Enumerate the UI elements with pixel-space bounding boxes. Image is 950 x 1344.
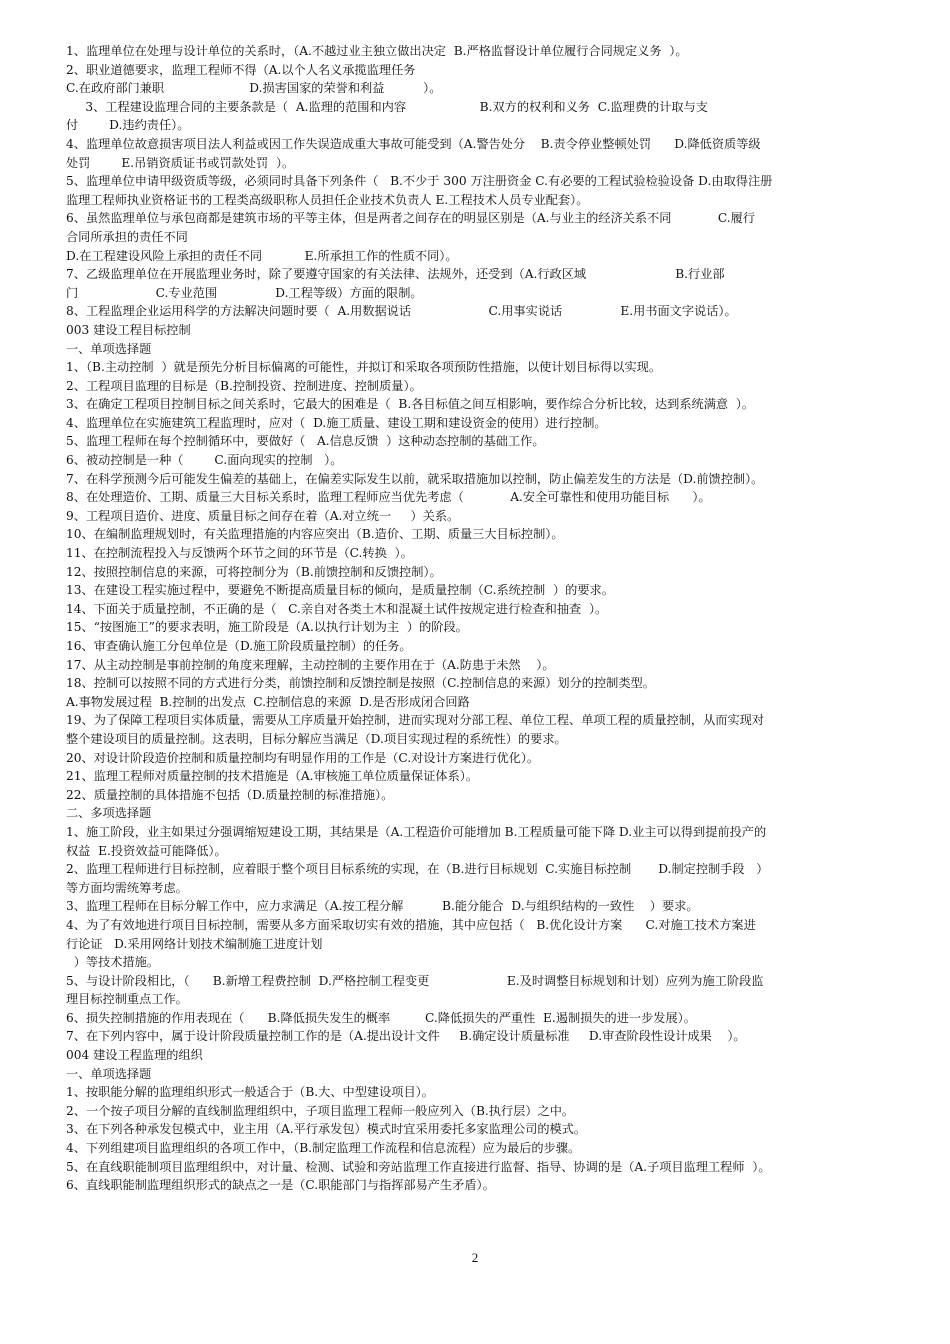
text-line: 4、监理单位故意损害项目法人利益或因工作失误造成重大事故可能受到（A.警告处分 B.责令停业整顿处罚 D.降低资质等级 <box>66 136 761 151</box>
text-line: 3、在确定工程项目控制目标之间关系时，它最大的困难是（ B.各目标值之间互相影响，要作综合分析比较，达到系统满意 ）。 <box>66 397 755 412</box>
text-line: 2、监理工程师进行目标控制，应着眼于整个项目目标系统的实现，在（B.进行目标规划 C.实施目标控制 D.制定控制手段 ） <box>66 862 769 877</box>
text-line: 13、在建设工程实施过程中，要避免不断提高质量目标的倾向，是质量控制（C.系统控制 ）的要求。 <box>66 583 614 598</box>
text-line: 3、监理工程师在目标分解工作中，应力求满足（A.按工程分解 B.能分能合 D.与组织结构的一致性 ）要求。 <box>66 899 699 914</box>
text-line: ）等技术措施。 <box>66 955 160 970</box>
text-line: 7、在下列内容中，属于设计阶段质量控制工作的是（A.提出设计文件 B.确定设计质量标准 D.审查阶段性设计成果 ）。 <box>66 1029 746 1044</box>
text-line: 付 D.违约责任）。 <box>66 118 190 133</box>
text-line: 22、质量控制的具体措施不包括（D.质量控制的标准措施）。 <box>66 787 394 802</box>
text-line: 9、工程项目造价、进度、质量目标之间存在着（A.对立统一 ）关系。 <box>66 508 460 523</box>
text-line: 19、为了保障工程项目实体质量，需要从工序质量开始控制，进而实现对分部工程、单位工程、单项工程的质量控制，从而实现对 <box>66 713 765 728</box>
text-line: 处罚 E.吊销资质证书或罚款处罚 ）。 <box>66 155 295 170</box>
text-line: 5、监理单位申请甲级资质等级，必须同时具备下列条件（ B.不少于 300 万注册资金 C.有必要的工程试验检验设备 D.由取得注册 <box>66 174 773 189</box>
page-number: 2 <box>471 1250 479 1265</box>
text-line: 5、监理工程师在每个控制循环中，要做好（ A.信息反馈 ）这种动态控制的基础工作。 <box>66 434 545 449</box>
text-line: 1、施工阶段，业主如果过分强调缩短建设工期，其结果是（A.工程造价可能增加 B.工程质量可能下降 D.业主可以得到提前投产的 <box>66 824 767 839</box>
text-line: 6、虽然监理单位与承包商都是建筑市场的平等主体，但是两者之间存在的明显区别是（A.与业主的经济关系不同 C.履行 <box>66 211 756 226</box>
text-line: 2、一个按子项目分解的直线制监理组织中，子项目监理工程师一般应列入（B.执行层）之中。 <box>66 1103 575 1118</box>
text-line: 理目标控制重点工作。 <box>66 992 188 1007</box>
text-line: 14、下面关于质量控制，不正确的是（ C.亲自对各类土木和混凝土试件按规定进行检查和抽查 ）。 <box>66 601 608 616</box>
text-line: 003 建设工程目标控制 <box>66 322 191 337</box>
text-line: 4、监理单位在实施建筑工程监理时，应对（ D.施工质量、建设工期和建设资金的使用）进行控制。 <box>66 415 607 430</box>
text-line: 3、工程建设监理合同的主要条款是（ A.监理的范围和内容 B.双方的权利和义务 C.监理费的计取与支 <box>66 99 708 114</box>
text-line: 整个建设项目的质量控制。这表明，目标分解应当满足（D.项目实现过程的系统性）的要求。 <box>66 731 567 746</box>
text-line: 门 C.专业范围 D.工程等级）方面的限制。 <box>66 285 423 300</box>
text-line: 合同所承担的责任不同 <box>66 229 188 244</box>
text-line: 12、按照控制信息的来源，可将控制分为（B.前馈控制和反馈控制）。 <box>66 564 442 579</box>
text-line: 18、控制可以按照不同的方式进行分类，前馈控制和反馈控制是按照（C.控制信息的来源）划分的控制类型。 <box>66 676 655 691</box>
text-line: 8、在处理造价、工期、质量三大目标关系时，监理工程师应当优先考虑（ A.安全可靠性和使用功能目标 ）。 <box>66 490 711 505</box>
text-line: 4、为了有效地进行项目目标控制，需要从多方面采取切实有效的措施，其中应包括（ B.优化设计方案 C.对施工技术方案进 <box>66 917 756 932</box>
document-body <box>66 42 892 1195</box>
text-line: 5、与设计阶段相比，（ B.新增工程费控制 D.严格控制工程变更 E.及时调整目标规划和计划）应列为施工阶段监 <box>66 973 764 988</box>
text-line: 2、工程项目监理的目标是（B.控制投资、控制进度、控制质量）。 <box>66 378 422 393</box>
text-line: 5、在直线职能制项目监理组织中，对计量、检测、试验和旁站监理工作直接进行监督、指导、协调的是（A.子项目监理工程师 ）。 <box>66 1159 771 1174</box>
text-line: 一、单项选择题 <box>66 1066 152 1081</box>
text-line: 10、在编制监理规划时，有关监理措施的内容应突出（B.造价、工期、质量三大目标控制）。 <box>66 527 564 542</box>
text-line: A.事物发展过程 B.控制的出发点 C.控制信息的来源 D.是否形成闭合回路 <box>66 694 470 709</box>
text-line: 1、按职能分解的监理组织形式一般适合于（B.大、中型建设项目）。 <box>66 1085 434 1100</box>
text-line: 6、被动控制是一种（ C.面向现实的控制 ）。 <box>66 453 343 468</box>
text-line: 8、工程监理企业运用科学的方法解决问题时要（ A.用数据说话 C.用事实说话 E.用书面文字说话）。 <box>66 304 737 319</box>
text-line: 4、下列组建项目监理组织的各项工作中，（B.制定监理工作流程和信息流程）应为最后的步骤。 <box>66 1141 581 1156</box>
text-line: 6、损失控制措施的作用表现在（ B.降低损失发生的概率 C.降低损失的严重性 E.遏制损失的进一步发展）。 <box>66 1010 696 1025</box>
text-line: D.在工程建设风险上承担的责任不同 E.所承担工作的性质不同）。 <box>66 248 458 263</box>
text-line: 行论证 D.采用网络计划技术编制施工进度计划 <box>66 936 323 951</box>
text-line: 1、监理单位在处理与设计单位的关系时，（A.不越过业主独立做出决定 B.严格监督设计单位履行合同规定义务 ）。 <box>66 44 688 58</box>
text-line: 16、审查确认施工分包单位是（D.施工阶段质量控制）的任务。 <box>66 639 412 653</box>
text-line: 6、直线职能制监理组织形式的缺点之一是（C.职能部门与指挥部易产生矛盾）。 <box>66 1178 495 1193</box>
text-line: 3、在下列各种承发包模式中，业主用（A.平行承发包）模式时宜采用委托多家监理公司的模式。 <box>66 1122 587 1137</box>
text-line: 1、（B.主动控制 ）就是预先分析目标偏离的可能性，并拟订和采取各项预防性措施，以使计划目标得以实现。 <box>66 360 662 375</box>
text-line: 监理工程师执业资格证书的工程类高级职称人员担任企业技术负责人 E.工程技术人员专业配套）。 <box>66 192 589 207</box>
text-line: 20、对设计阶段造价控制和质量控制均有明显作用的工作是（C.对设计方案进行优化）。 <box>66 750 540 765</box>
text-line: C.在政府部门兼职 D.损害国家的荣誉和利益 ）。 <box>66 81 442 96</box>
text-line: 17、从主动控制是事前控制的角度来理解，主动控制的主要作用在于（A.防患于未然 ）。 <box>66 657 555 672</box>
text-line: 2、职业道德要求，监理工程师不得（A.以个人名义承揽监理任务 <box>66 62 416 77</box>
text-line: 21、监理工程师对质量控制的技术措施是（A.审核施工单位质量保证体系）。 <box>66 769 479 784</box>
text-line: 二、多项选择题 <box>66 806 152 821</box>
text-line: 004 建设工程监理的组织 <box>66 1048 203 1063</box>
text-line: 15、“按图施工”的要求表明，施工阶段是（A.以执行计划为主 ）的阶段。 <box>66 620 468 635</box>
text-line: 7、乙级监理单位在开展监理业务时，除了要遵守国家的有关法律、法规外，还受到（A.行政区域 B.行业部 <box>66 267 725 282</box>
text-line: 一、单项选择题 <box>66 341 152 356</box>
text-line: 权益 E.投资效益可能降低）。 <box>66 843 227 858</box>
text-line: 11、在控制流程投入与反馈两个环节之间的环节是（C.转换 ）。 <box>66 546 413 561</box>
text-line: 等方面均需统筹考虑。 <box>66 880 188 895</box>
text-line: 7、在科学预测今后可能发生偏差的基础上，在偏差实际发生以前，就采取措施加以控制，防止偏差发生的方法是（D.前馈控制）。 <box>66 471 764 486</box>
